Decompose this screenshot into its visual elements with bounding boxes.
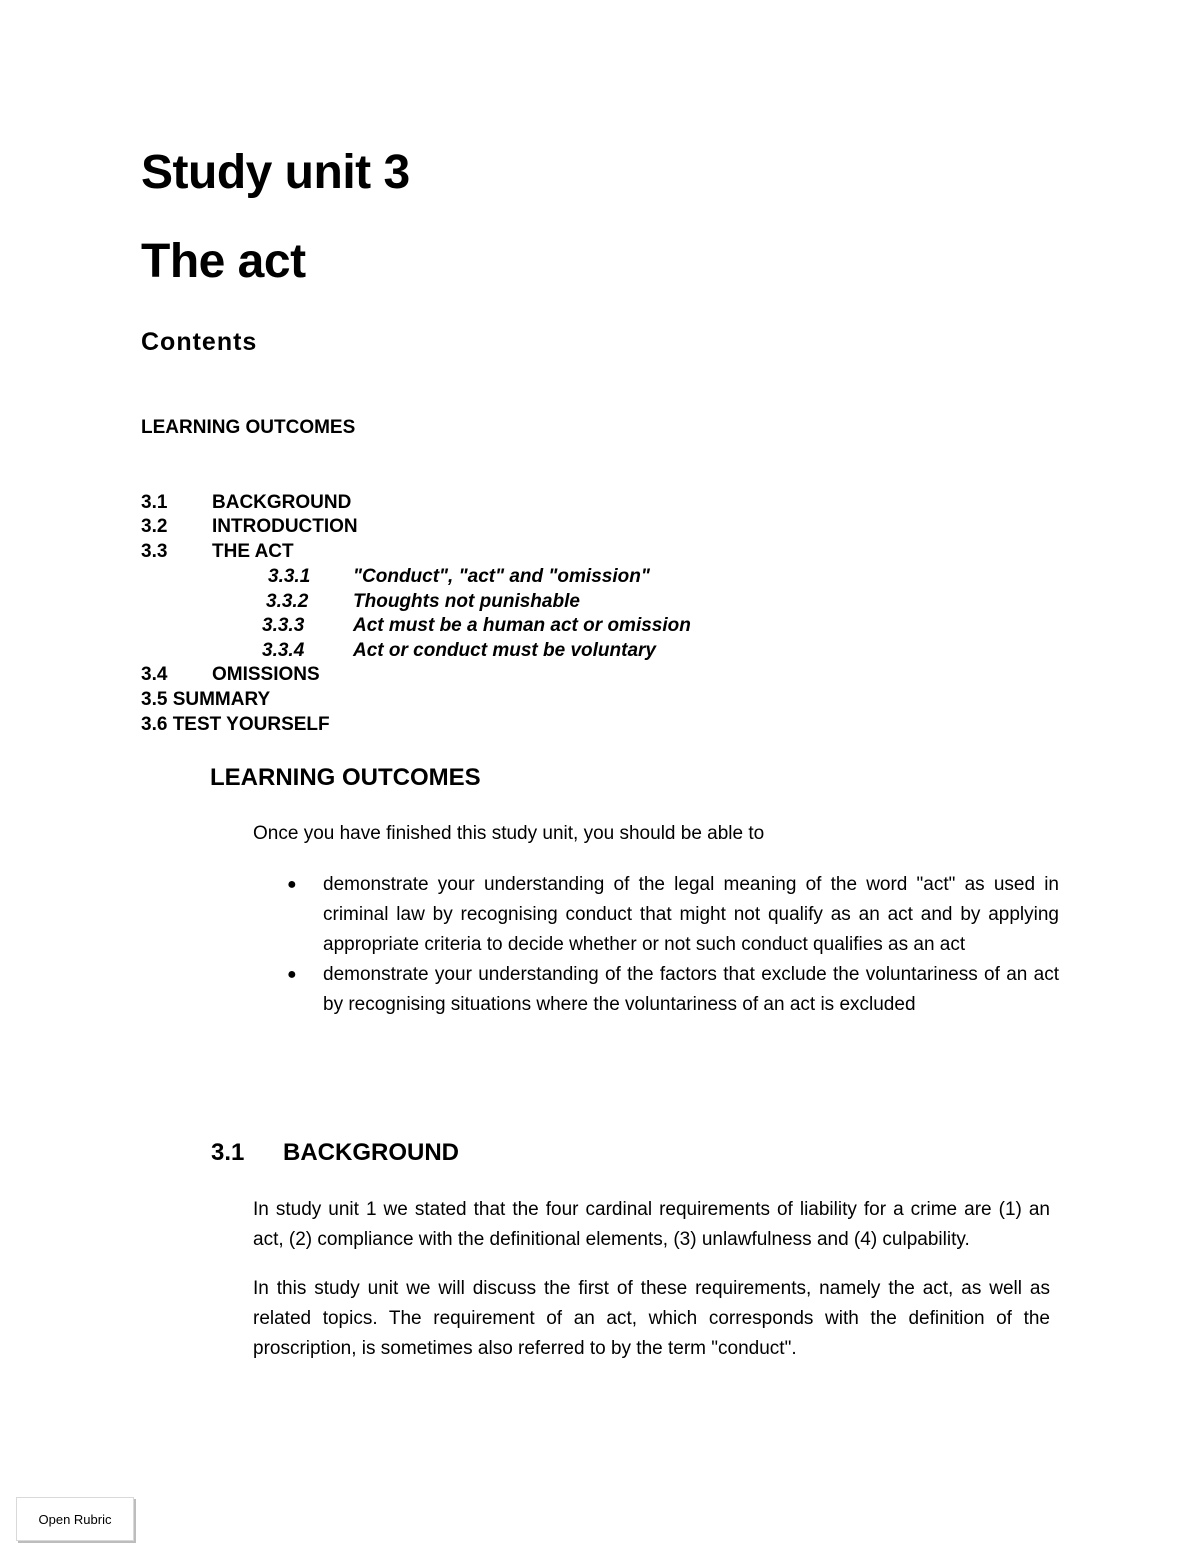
toc-sub-item <box>0 567 800 591</box>
learning-outcomes-list <box>253 870 1059 1020</box>
toc-item-label: INTRODUCTION <box>212 516 358 537</box>
toc-item <box>141 493 351 517</box>
toc-item <box>141 542 294 566</box>
bullet-icon: ● <box>287 876 297 893</box>
toc-sub-item-label: Act or conduct must be voluntary <box>353 640 656 661</box>
toc-sub-item-number: 3.3.4 <box>262 640 305 661</box>
open-rubric-button[interactable]: Open Rubric <box>16 1497 134 1541</box>
toc-learning-outcomes: LEARNING OUTCOMES <box>141 417 356 438</box>
toc-item-number: 3.2 <box>141 516 168 537</box>
page-subtitle: The act <box>141 235 306 288</box>
bullet-icon: ● <box>287 966 297 983</box>
list-item-text: demonstrate your understanding of the legal meaning of the word "act" as used in criminal law by recognising conduct that might not qualify as an act and by applying appropriate criteria to decide whether or not such conduct qualifies as an act <box>323 874 1059 955</box>
paragraph: In this study unit we will discuss the first of these requirements, namely the act, as well as related topics. The requirement of an act, which corresponds with the definition of the proscription, is sometimes also referred to by the term "conduct". <box>253 1278 1050 1359</box>
toc-sub-item-number: 3.3.1 <box>268 566 311 587</box>
learning-outcomes-intro: Once you have finished this study unit, you should be able to <box>253 823 765 844</box>
toc-item-label: THE ACT <box>212 541 294 562</box>
page-title: Study unit 3 <box>141 146 410 199</box>
toc-sub-item <box>0 616 800 640</box>
toc-item <box>141 665 320 689</box>
toc-sub-item-label: Act must be a human act or omission <box>353 615 691 636</box>
learning-outcomes-heading: LEARNING OUTCOMES <box>210 764 481 791</box>
list-item-text: demonstrate your understanding of the factors that exclude the voluntariness of an act by recognising situations where the voluntariness of an act is excluded <box>323 964 1059 1015</box>
toc-item-number: 3.1 <box>141 492 168 513</box>
background-body <box>253 1195 1050 1364</box>
toc-sub-item <box>0 641 800 665</box>
toc-sub-item-number: 3.3.3 <box>262 615 305 636</box>
toc-item-label: OMISSIONS <box>212 664 320 685</box>
background-heading <box>211 1139 459 1167</box>
toc-sub-item-label: "Conduct", "act" and "omission" <box>353 566 650 587</box>
paragraph: In study unit 1 we stated that the four cardinal requirements of liability for a crime are (1) an act, (2) compliance with the definitional elements, (3) unlawfulness and (4) culpability. <box>253 1199 1050 1250</box>
toc-test-yourself: 3.6 TEST YOURSELF <box>141 714 330 735</box>
list-item <box>253 870 1059 960</box>
list-item <box>253 960 1059 1020</box>
section-title: BACKGROUND <box>283 1139 459 1166</box>
toc-item <box>141 517 358 541</box>
toc-sub-item-number: 3.3.2 <box>266 591 309 612</box>
toc-item-number: 3.4 <box>141 664 168 685</box>
toc-sub-item <box>0 592 800 616</box>
toc-item-number: 3.3 <box>141 541 168 562</box>
toc-sub-item-label: Thoughts not punishable <box>353 591 580 612</box>
section-number: 3.1 <box>211 1139 245 1166</box>
toc-summary: 3.5 SUMMARY <box>141 689 271 710</box>
toc-item-label: BACKGROUND <box>212 492 352 513</box>
contents-label: Contents <box>141 328 258 356</box>
